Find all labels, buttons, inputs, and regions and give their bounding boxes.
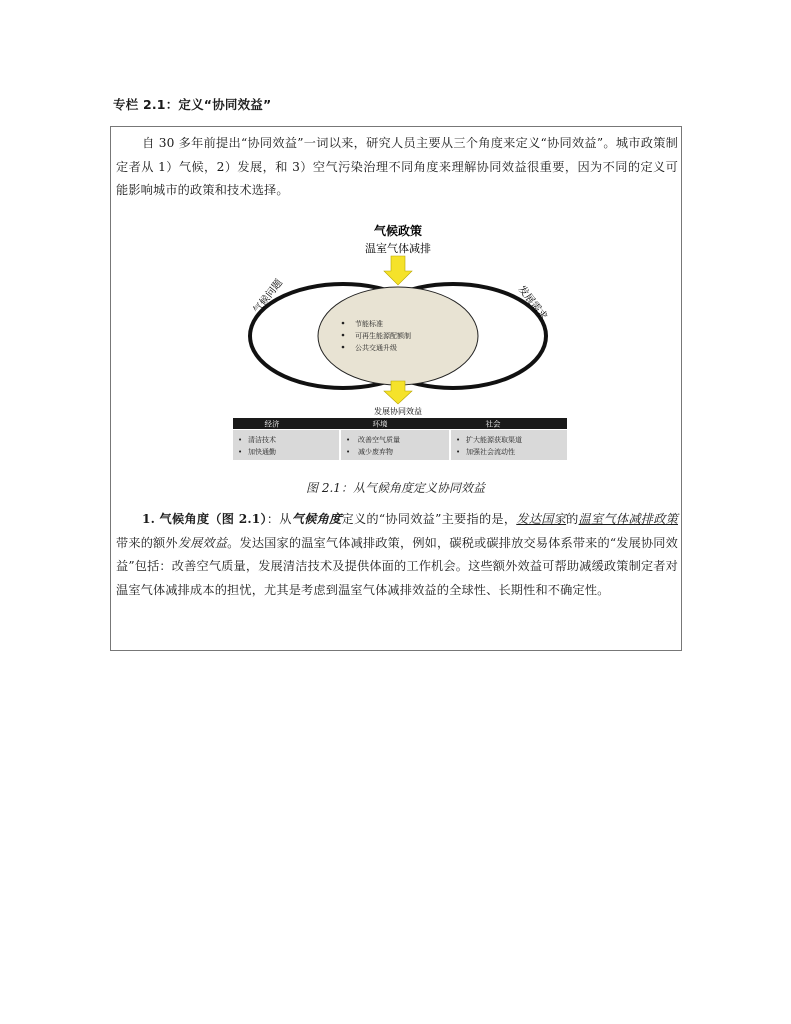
benefits-table (233, 418, 567, 460)
environment-item-text: 减少废弃物 (358, 448, 393, 456)
term-developed-countries: 发达国家 (516, 512, 567, 526)
co-benefits-diagram (228, 219, 568, 464)
diagram-title: 气候政策 (373, 224, 423, 238)
intro-text: 自 30 多年前提出“协同效益”一词以来，研究人员主要从三个角度来定义“协同效益”。城市政策制定者从 1）气候，2）发展，和 3）空气污染治理不同角度来理解协同效益很重要，因为不同的定义可能影响城市的政策和技术选择。 (116, 136, 678, 198)
section1-text: 。发达国家的温室气体减排政策，例如，碳税或碳排放交易体系带来的“发展协同效益”包括：改善空气质量，发展清洁技术及提供体面的工作机会。这些额外效益可帮助减缓政策制定者对温室气体减排成本的担忧，尤其是考虑到温室气体减排效益的全球性、长期性和不确定性。 (116, 535, 678, 598)
section1-heading: 1. 气候角度（图 2.1） (142, 512, 267, 526)
center-item: 节能标准 (355, 320, 383, 328)
box-title: 专栏 2.1：定义“协同效益” (113, 97, 272, 112)
society-item: • (456, 448, 461, 456)
economy-item: • (238, 448, 243, 456)
top-arrow (384, 256, 412, 285)
column-header-environment: 环境 (372, 419, 388, 429)
intro-paragraph (116, 132, 678, 203)
climate-issue-label: 气候问题 (251, 277, 285, 316)
environment-item: • (346, 436, 351, 444)
column-header-economy: 经济 (264, 419, 280, 429)
section1-text: 的 (566, 512, 579, 526)
economy-item: • (238, 436, 243, 444)
diagram-subtitle: 温室气体减排 (365, 242, 431, 255)
section1-text: ：从 (266, 512, 292, 526)
term-development-benefit: 发展效益 (177, 535, 228, 550)
development-needs-label: 发展需求 (515, 284, 549, 323)
co-benefits-label: 发展协同效益 (374, 407, 422, 416)
section1-paragraph (116, 508, 678, 603)
economy-item-text: 加快通勤 (248, 448, 276, 456)
section1-text: 定义的“协同效益”主要指的是， (341, 512, 517, 526)
column-header-society: 社会 (485, 419, 501, 429)
section1-text: 带来的额外 (116, 535, 178, 550)
center-item: 可再生能源配额制 (355, 332, 411, 340)
figure-caption: 图 2.1：从气候角度定义协同效益 (306, 481, 485, 495)
environment-item: • (346, 448, 351, 456)
center-item: 公共交通升级 (355, 344, 397, 352)
term-ghg-policy: 温室气体减排政策 (578, 512, 679, 526)
economy-item-text: 清洁技术 (248, 436, 276, 444)
society-item-text: 加强社会流动性 (466, 448, 515, 456)
environment-item-text: 改善空气质量 (358, 436, 400, 444)
society-item-text: 扩大能源获取渠道 (466, 436, 522, 444)
society-item: • (456, 436, 461, 444)
term-climate-perspective: 气候角度 (291, 512, 342, 526)
